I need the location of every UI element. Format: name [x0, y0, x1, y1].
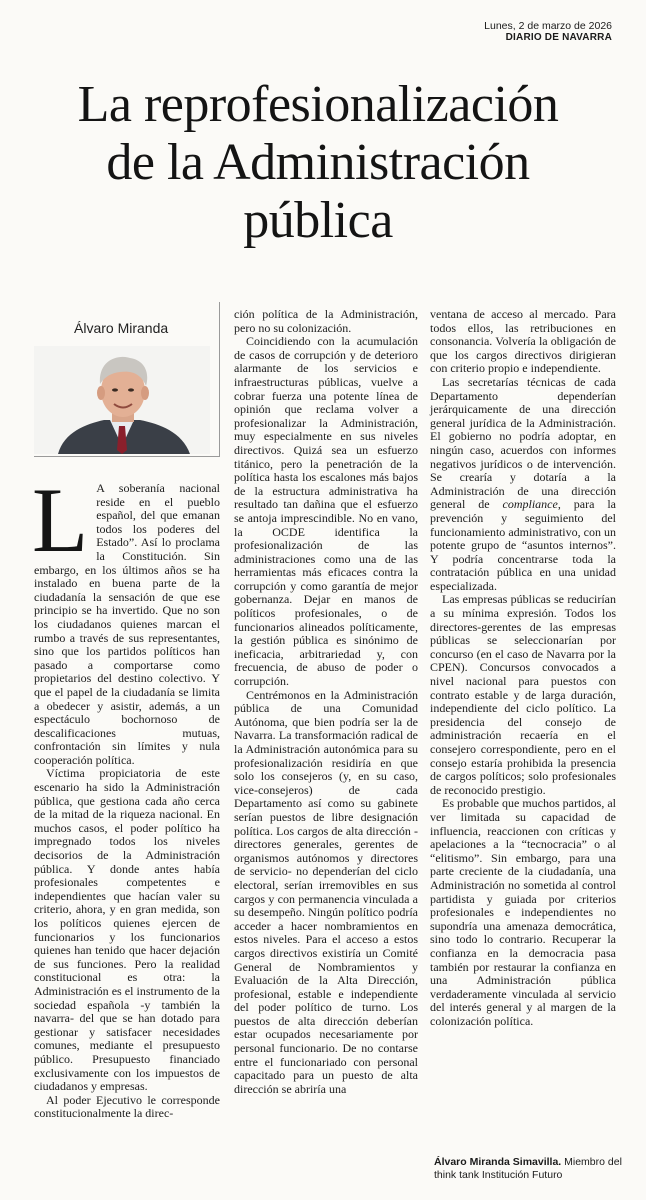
paragraph-text: A soberanía nacional reside en el pueblo español, del que emanan todos los poderes del Estado”. Así lo proclama la Constitución. Sin embargo, en los últimos años se ha instalado en buena parte de la ciudadanía la sensación de que ese principio se ha invertido. Que no son los ciudadanos quienes marcan el rumbo a través de sus representantes, sino que los partidos políticos han pasado a comportarse como propietarios del destino colectivo. Y que el papel de la ciudadanía se limita a obedecer y asistir, además, a un espectáculo bochornoso de descalificaciones mutuas, confrontación sin límites y nula cooperación política.: [34, 481, 220, 767]
paragraph-text: Las secretarías técnicas de cada Departamento dependerían jerárquicamente de una dirección general jurídica de la Administración. El gobierno no podría adoptar, en ningún caso, acuerdos con informes negativos jurídicos o de intervención. Se crearía y dotaría a la Administración de una dirección general de: [430, 374, 616, 512]
drop-cap: L: [32, 469, 89, 571]
article-paragraph: Al poder Ejecutivo le corresponde constitucionalmente la direc-: [34, 1092, 220, 1121]
article-column-3: [430, 308, 616, 1028]
author-photo: [34, 346, 210, 454]
signature-bio: Miembro del think tank Institución Futuro: [434, 1156, 622, 1181]
headline: [14, 76, 622, 250]
author-box-divider-vertical: [219, 302, 220, 456]
article-paragraph: [430, 376, 616, 594]
article-paragraph: [32, 469, 220, 767]
headline-line-3: pública: [243, 192, 393, 249]
author-signature: [434, 1156, 624, 1182]
article-paragraph: Las empresas públicas se reducirían a su mínima expresión. Todos los directores-gerentes de las empresas públicas se seleccionarían por concurso (en el caso de Navarra por la CPEN). Concursos convocados a nivel nacional para puestos con contrato estable y de larga duración, independiente del ciclo político. La presidencia del consejo de administración recaería en el consejero correspondiente, pero en el consejo estaría prohibida la presencia de cargos políticos; solo profesionales de reconocido prestigio.: [430, 592, 616, 797]
author-name-label: Álvaro Miranda: [74, 320, 169, 336]
article-paragraph: ventana de acceso al mercado. Para todos ellos, las retribuciones en consonancia. Volvería la obligación de que los cargos directivos dirigieran con criterio propio e independiente.: [430, 307, 616, 376]
paragraph-text: , para la prevención y seguimiento del funcionamiento administrativo, con un potente grupo de “asuntos internos”. Y podría concentrarse toda la contratación pública en una unidad especializada.: [430, 497, 617, 593]
author-portrait-icon: [34, 346, 210, 454]
article-paragraph: ción política de la Administración, pero no su colonización.: [234, 307, 418, 335]
article-column-2: [234, 308, 418, 1096]
article-paragraph: Es probable que muchos partidos, al ver limitada su capacidad de influencia, reaccionen con críticas y apelaciones a la “tecnocracia” o al “elitismo”. Sin embargo, para una parte creciente de la ciudadanía, una Administración no sometida al control partidista y guiada por criterios profesionales e independientes no supondría una amenaza democrática, sino todo lo contrario. Recuperar la confianza en la democracia pasa también por restaurar la confianza en una Administración pública verdaderamente vinculada al servicio del interés general y al margen de la colonización política.: [430, 796, 616, 1028]
article-paragraph: Centrémonos en la Administración pública de una Comunidad Autónoma, que bien podría ser la de Navarra. La transformación radical de la Administración autonómica para su profesionalización residiría en que solo los consejeros (y, en su caso, vice-consejeros) de cada Departamento así como su gabinete serían puestos de libre designación política. Los cargos de alta dirección -directores generales, gerentes de organismos autónomos y directores de servicio- no dependerían del ciclo electoral, serían irremovibles en sus cargos y con permanencia vinculada a su desempeño. Ningún político podría acceder a hacer nombramientos en estos niveles. Para el acceso a estos cargos directivos existiría un Comité General de Nombramientos y Evaluación de la Alta Dirección, profesional, estable e independiente del poder político de turno. Los puestos de alta dirección deberían estar ocupados necesariamente por personal funcionario. De no contarse entre el funcionariado con personal capacitado para un puesto de alta dirección se abriría una: [234, 687, 418, 1096]
newspaper-name: DIARIO DE NAVARRA: [505, 32, 612, 43]
compliance-term: compliance: [502, 497, 558, 512]
article-paragraph: Víctima propiciatoria de este escenario ha sido la Administración pública, que gestiona cada año cerca de la mitad de la riqueza nacional. En muchos casos, el poder político ha impregnado todos los niveles decisorios de la Administración pública. Y donde antes había profesionales competentes e independientes que hacían valer su criterio, ahora, y en gran medida, son los políticos quienes ejercen de funcionarios y los funcionarios quienes han tenido que hacer dejación de sus funciones. Pero la realidad constitucional es otra: la Administración es el instrumento de la sociedad española -y también la navarra- del que se han dotado para gestionar y satisfacer necesidades comunes, mediante el presupuesto público. Presupuesto financiado exclusivamente con los impuestos de ciudadanos y empresas.: [34, 766, 220, 1094]
signature-name: Álvaro Miranda Simavilla.: [434, 1156, 562, 1168]
headline-line-1: La reprofesionalización: [77, 76, 559, 133]
headline-line-2: de la Administración: [106, 134, 530, 191]
article-paragraph: Coincidiendo con la acumulación de casos de corrupción y de deterioro alarmante de los servicios e infraestructuras públicas, vuelve a cobrar fuerza una potente línea de opinión que reclama volver a profesionalizar la Administración, muy especialmente en sus niveles directivos. Quizá sea un esfuerzo titánico, pero la penetración de la política hasta los escalones más bajos de la estructura administrativa ha resultado tan dañina que el esfuerzo se antoja imprescindible. No en vano, la OCDE identifica la profesionalización de las administraciones como una de las herramientas más eficaces contra la corrupción y como garantía de mejor gobernanza. Dejar en manos de políticos profesionales, o de funcionarios alineados políticamente, la gestión pública es sinónimo de ineficacia, arbitrariedad y, con frecuencia, de abuso de poder o corrupción.: [234, 334, 418, 689]
author-box-divider-horizontal: [34, 456, 220, 457]
masthead: [484, 20, 612, 44]
publication-date: Lunes, 2 de marzo de 2026: [484, 20, 612, 32]
article-column-1: [32, 469, 220, 1121]
